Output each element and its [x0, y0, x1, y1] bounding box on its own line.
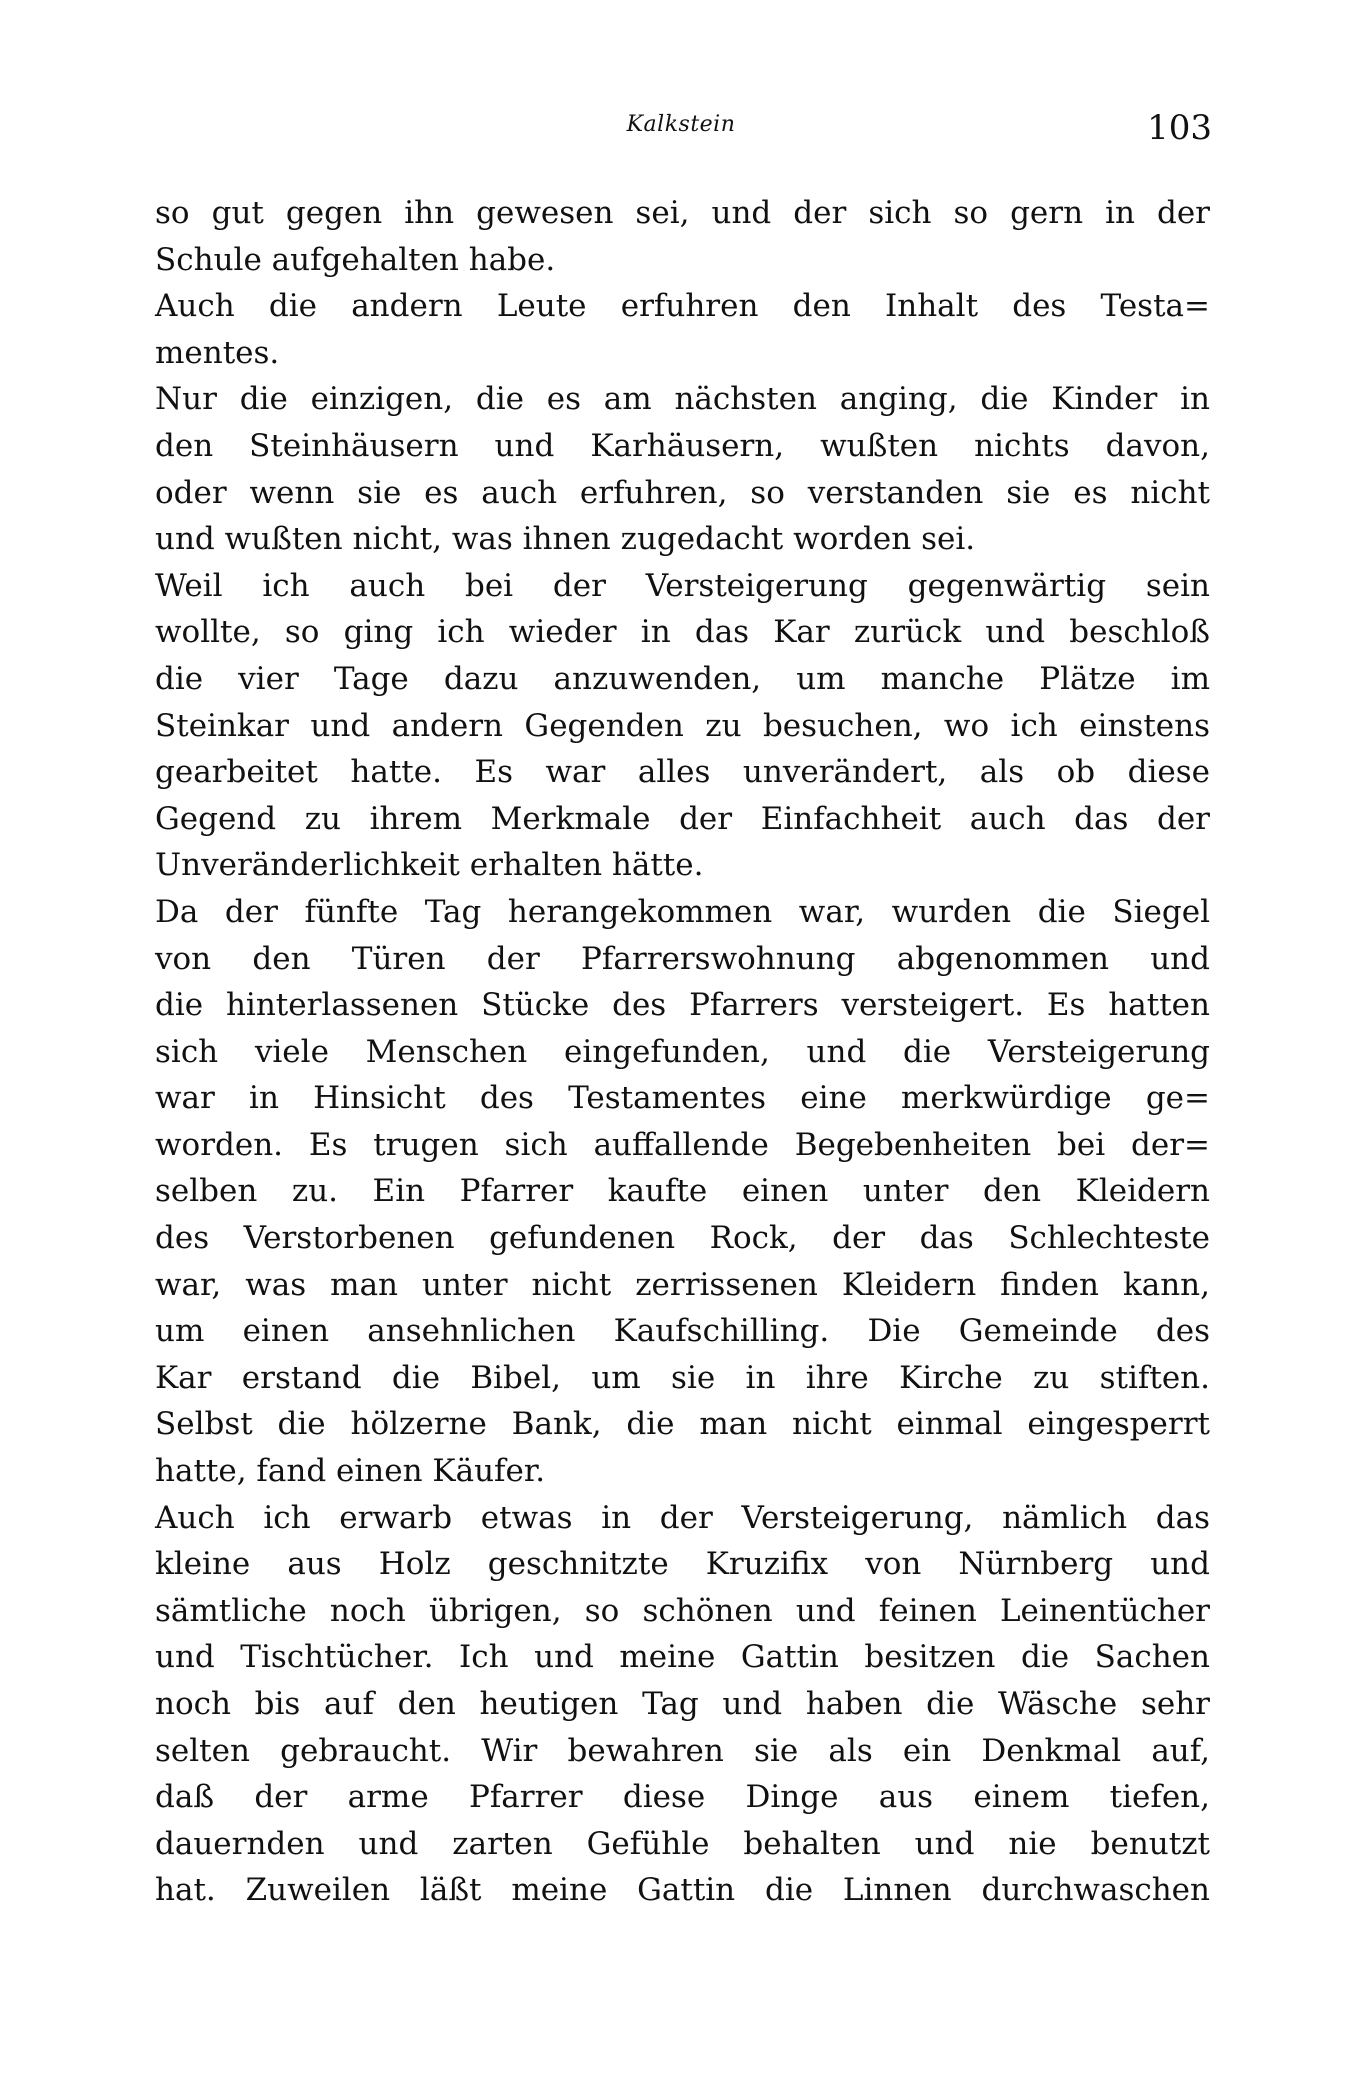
text-line: hatte, fand einen Käufer.	[155, 1453, 546, 1490]
text-line: mentes.	[155, 334, 280, 371]
text-line: Nur die einzigen, die es am nächsten anging, die Kinder in	[155, 381, 1210, 418]
text-line: selten gebraucht. Wir bewahren sie als ein Denkmal auf,	[155, 1732, 1210, 1769]
text-line: gearbeitet hatte. Es war alles unverändert, als ob diese	[155, 754, 1210, 791]
text-line: Auch die andern Leute erfuhren den Inhalt des Testa=	[155, 288, 1210, 325]
text-line: Selbst die hölzerne Bank, die man nicht einmal eingesperrt	[155, 1406, 1210, 1443]
text-line: dauernden und zarten Gefühle behalten und nie benutzt	[155, 1825, 1210, 1862]
text-line: die vier Tage dazu anzuwenden, um manche Plätze im	[155, 660, 1210, 697]
text-line: und wußten nicht, was ihnen zugedacht worden sei.	[155, 521, 976, 558]
text-line: von den Türen der Pfarrerswohnung abgenommen und	[155, 940, 1210, 977]
text-line: Kar erstand die Bibel, um sie in ihre Kirche zu stiften.	[155, 1359, 1210, 1396]
text-line: Auch ich erwarb etwas in der Versteigerung, nämlich das	[155, 1499, 1210, 1536]
text-line: um einen ansehnlichen Kaufschilling. Die Gemeinde des	[155, 1313, 1210, 1350]
text-line: Steinkar und andern Gegenden zu besuchen, wo ich einstens	[155, 707, 1210, 744]
running-head	[150, 108, 1212, 158]
text-line: selben zu. Ein Pfarrer kaufte einen unter den Kleidern	[155, 1173, 1210, 1210]
text-line: wollte, so ging ich wieder in das Kar zurück und beschloß	[155, 614, 1210, 651]
text-line: Unveränderlichkeit erhalten hätte.	[155, 847, 704, 884]
text-line: noch bis auf den heutigen Tag und haben die Wäsche sehr	[155, 1686, 1210, 1722]
text-line: des Verstorbenen gefundenen Rock, der das Schlechteste	[155, 1220, 1210, 1257]
text-line: Weil ich auch bei der Versteigerung gegenwärtig sein	[155, 567, 1210, 604]
text-line: Da der fünfte Tag herangekommen war, wurden die Siegel	[155, 893, 1210, 930]
text-line: worden. Es trugen sich auffallende Begebenheiten bei der=	[155, 1126, 1210, 1163]
text-line: die hinterlassenen Stücke des Pfarrers versteigert. Es hatten	[155, 987, 1210, 1024]
text-line: kleine aus Holz geschnitzte Kruzifix von Nürnberg und	[155, 1546, 1210, 1583]
page-number: 103	[1147, 108, 1212, 148]
text-line: sich viele Menschen eingefunden, und die Versteigerung	[155, 1033, 1210, 1070]
text-line: war in Hinsicht des Testamentes eine merkwürdige ge=	[155, 1080, 1210, 1117]
text-line: den Steinhäusern und Karhäusern, wußten nichts davon,	[155, 427, 1210, 464]
text-line: so gut gegen ihn gewesen sei, und der sich so gern in der	[155, 195, 1210, 231]
text-line: Gegend zu ihrem Merkmale der Einfachheit auch das der	[155, 800, 1210, 837]
running-title: Kalkstein	[626, 112, 736, 137]
text-line: hat. Zuweilen läßt meine Gattin die Linnen durchwaschen	[155, 1872, 1210, 1909]
body-text	[155, 190, 1210, 1914]
text-line: sämtliche noch übrigen, so schönen und feinen Leinentücher	[155, 1592, 1210, 1629]
text-line: und Tischtücher. Ich und meine Gattin besitzen die Sachen	[155, 1639, 1210, 1676]
text-line: Schule aufgehalten habe.	[155, 241, 556, 278]
text-line: oder wenn sie es auch erfuhren, so verstanden sie es nicht	[155, 474, 1210, 511]
text-line: daß der arme Pfarrer diese Dinge aus einem tiefen,	[155, 1779, 1210, 1816]
text-line: war, was man unter nicht zerrissenen Kleidern finden kann,	[155, 1266, 1210, 1303]
